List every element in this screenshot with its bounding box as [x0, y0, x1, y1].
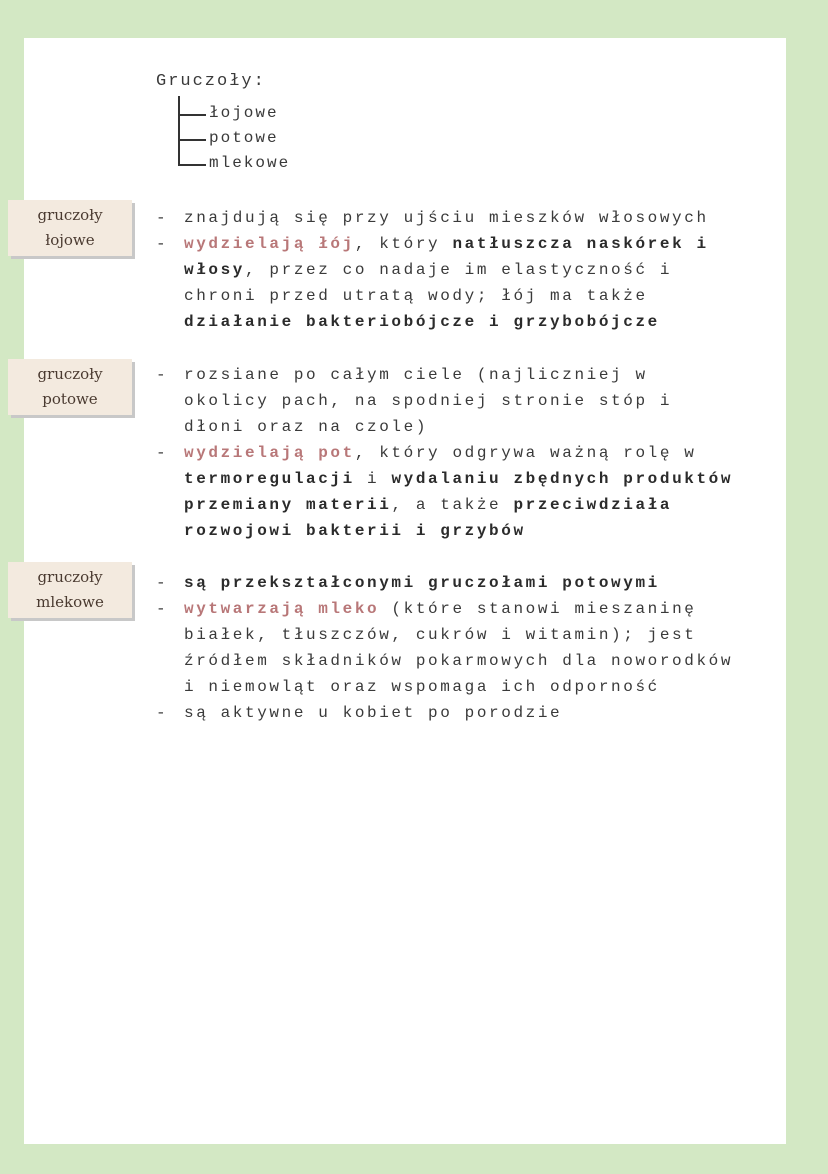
- list-item: - znajdują się przy ujściu mieszków włosowych: [156, 209, 709, 227]
- tab-line: łojowe: [45, 231, 95, 249]
- tree-trunk: [178, 96, 180, 165]
- list-item-continued: okolicy pach, na spodniej stronie stóp i: [184, 392, 673, 410]
- section-mlekowe: [156, 570, 796, 726]
- tab-line: mlekowe: [36, 593, 104, 611]
- tab-gruczoly-lojowe: [8, 200, 132, 256]
- tree-item-mlekowe: mlekowe: [209, 154, 291, 172]
- list-item-continued: białek, tłuszczów, cukrów i witamin); jest: [184, 626, 697, 644]
- section-lojowe: [156, 205, 796, 335]
- tree-branch: [178, 164, 206, 166]
- list-item-continued: przemiany materii, a także przeciwdziała: [184, 496, 673, 514]
- list-item: - wydzielają łój, który natłuszcza naskórek i: [156, 235, 709, 253]
- tab-line: gruczoły: [37, 365, 103, 383]
- tab-line: potowe: [42, 390, 98, 408]
- tree-branch: [178, 114, 206, 116]
- list-item-continued: działanie bakteriobójcze i grzybobójcze: [184, 313, 660, 331]
- list-item-continued: termoregulacji i wydalaniu zbędnych produktów: [184, 470, 734, 488]
- tab-line: gruczoły: [37, 568, 103, 586]
- list-item: - wydzielają pot, który odgrywa ważną rolę w: [156, 444, 697, 462]
- tree-item-potowe: potowe: [209, 129, 279, 147]
- list-item-continued: chroni przed utratą wody; łój ma także: [184, 287, 648, 305]
- heading: Gruczoły:: [156, 72, 266, 91]
- tab-gruczoly-potowe: [8, 359, 132, 415]
- gland-tree: [178, 96, 318, 176]
- list-item: - są przekształconymi gruczołami potowymi: [156, 574, 660, 592]
- tree-branch: [178, 139, 206, 141]
- tree-item-lojowe: łojowe: [209, 104, 279, 122]
- section-potowe: [156, 362, 796, 544]
- list-item-continued: dłoni oraz na czole): [184, 418, 429, 436]
- tab-gruczoly-mlekowe: [8, 562, 132, 618]
- list-item-continued: i niemowląt oraz wspomaga ich odporność: [184, 678, 660, 696]
- list-item-continued: rozwojowi bakterii i grzybów: [184, 522, 526, 540]
- list-item: - są aktywne u kobiet po porodzie: [156, 704, 563, 722]
- list-item: - wytwarzają mleko (które stanowi mieszaninę: [156, 600, 697, 618]
- list-item: - rozsiane po całym ciele (najliczniej w: [156, 366, 648, 384]
- tab-line: gruczoły: [37, 206, 103, 224]
- list-item-continued: włosy, przez co nadaje im elastyczność i: [184, 261, 673, 279]
- list-item-continued: źródłem składników pokarmowych dla noworodków: [184, 652, 734, 670]
